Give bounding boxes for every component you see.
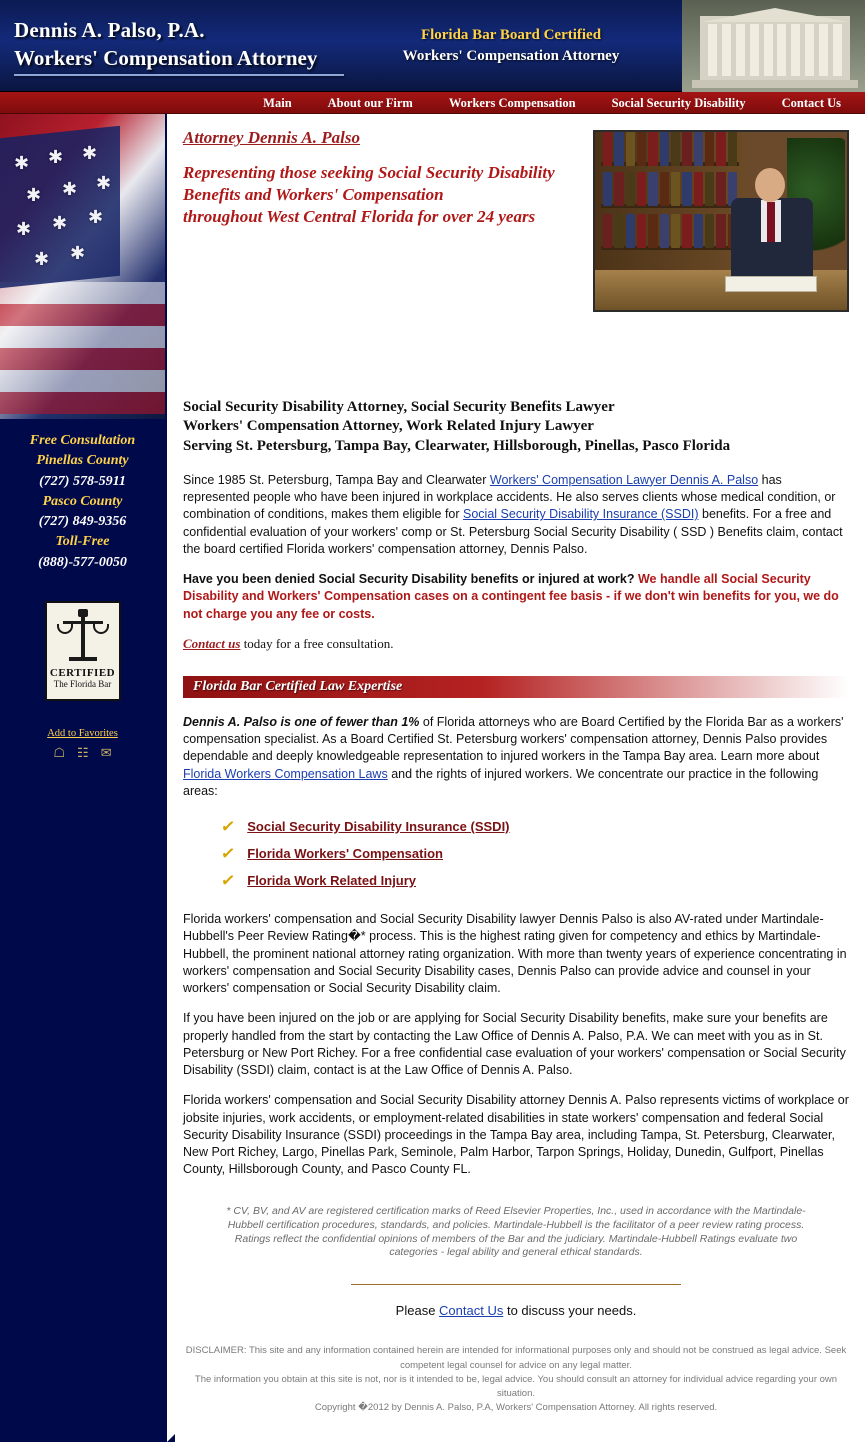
para2-contingent-fee: We handle all Social Security Disability and Workers' Compensation cases on a contingent fee basis - if we don't win benefits for you, we do not charge you any fee or costs. (183, 572, 839, 621)
list-item[interactable] (183, 845, 849, 862)
footer-disclaimer (183, 1344, 849, 1431)
free-consultation-label: Free Consultation (29, 433, 136, 448)
logo-underline (14, 74, 344, 76)
favorites-icon-row (0, 745, 165, 761)
header-cert-line2: Workers' Compensation Attorney (402, 48, 620, 64)
para1-text-b: has represented people who have been injured in workplace accidents. He also serves clients whose medical condition, or combination of conditions, makes them eligible for (183, 472, 836, 522)
contact-us-rest: today for a free consultation. (240, 635, 394, 651)
paragraph-denied-benefits (183, 571, 849, 623)
florida-bar-certified-badge (45, 601, 121, 701)
pinellas-county-label: Pinellas County (36, 453, 129, 469)
para2-question: Have you been denied Social Security Disability benefits or injured at work? (183, 572, 635, 587)
para3-lead: Dennis A. Palso is one of fewer than 1% (183, 714, 420, 729)
disclaimer-line-2: The information you obtain at this site is not, nor is it intended to be, legal advice. You should consult an attorney for individual advice regarding your own situation. (194, 1373, 838, 1400)
sub-headline-2: Workers' Compensation Attorney, Work Related Injury Lawyer (183, 418, 594, 435)
check-icon: ✓ (219, 870, 237, 891)
american-flag-image: ✱ ✱ ✱ ✱ ✱ ✱ ✱ ✱ ✱ ✱ ✱ (0, 114, 165, 419)
pinellas-county-phone[interactable]: (727) 578-5911 (39, 473, 126, 489)
please-suffix: to discuss your needs. (503, 1303, 637, 1319)
nav-item-workers-compensation[interactable]: Workers Compensation (448, 95, 576, 110)
toll-free-phone[interactable]: (888)-577-0050 (38, 554, 127, 570)
attorney-photo (593, 130, 849, 312)
paragraph-since-1985 (183, 472, 849, 558)
para3-text-b: and the rights of injured workers. We concentrate our practice in the following areas: (183, 766, 819, 798)
logo-firm-name: Dennis A. Palso, P.A. (14, 18, 205, 42)
paragraph-av-rated: Florida workers' compensation and Social Security Disability lawyer Dennis Palso is also AV-rated under Martindale-Hubbell's Peer Review Rating�* process. This is the highest rating given for competency and ethics by Martindale-Hubbell, the prominent national attorney rating organization. With more than twenty years of experience concentrating in workers' compensation and Social Security Disability cases, Dennis Palso can provide advice and counsel in your workers' compensation or Social Security Disability claim. (183, 912, 847, 996)
paragraph-board-certified (183, 714, 849, 800)
paragraph-service-area: Florida workers' compensation and Social Security Disability attorney Dennis A. Palso represents victims of workplace or jobsite injuries, work accidents, or employment-related disabilities in state workers' compensation and federal Social Security Disability Insurance (SSDI) proceedings in the Tampa Bay area, including Tampa, St. Petersburg, Clearwater, New Port Richey, Largo, Pinellas Park, Seminole, Palm Harbor, Tarpon Springs, Holiday, Dunedin, Gulfport, Pinellas County, Hillsborough County, and Pasco County FL. (183, 1093, 849, 1177)
sidebar (0, 114, 165, 1442)
home-icon[interactable]: ☖ (53, 745, 66, 761)
intro-headline (183, 162, 583, 228)
para3-text-a: of Florida attorneys who are Board Certified by the Florida Bar as a workers' compensation specialist. As a Board Certified St. Petersburg workers' compensation attorney, Dennis Palso provides dependable and deeply knowledgeable representation to injured workers in the Tampa Bay area. Learn more about (183, 714, 844, 764)
contact-us-cta (183, 636, 849, 652)
site-header (0, 0, 865, 92)
section-bar-expertise (183, 676, 849, 698)
intro-headline-line2: throughout West Central Florida for over 24 years (183, 207, 536, 227)
sub-headline-block (183, 398, 849, 456)
main-navigation[interactable] (0, 92, 865, 114)
scales-of-justice-icon (60, 609, 106, 663)
corner-decoration (165, 1434, 175, 1442)
copyright-line: Copyright �2012 by Dennis A. Palso, P.A, Workers' Compensation Attorney. All rights reserved. (314, 1402, 718, 1414)
pasco-county-label: Pasco County (42, 493, 123, 509)
link-florida-workers-comp-laws[interactable]: Florida Workers Compensation Laws (183, 766, 388, 781)
page-title: Attorney Dennis A. Palso (183, 128, 360, 147)
nav-item-contact-us[interactable]: Contact Us (781, 95, 841, 110)
sub-headline-1: Social Security Disability Attorney, Social Security Benefits Lawyer (183, 399, 615, 416)
paragraph-injured-on-job: If you have been injured on the job or are applying for Social Security Disability benefits, make sure your benefits are properly handled from the start by contacting the Law Office of Dennis A. Palso, P.A. We can meet with you as in St. Petersburg or New Port Richey. For a free confidential case evaluation of your workers' compensation or Social Security Disability (SSDI) claim, contact is at the Law Office of Dennis A. Palso. (183, 1011, 846, 1078)
florida-bar-badge-wrapper (0, 601, 165, 701)
site-logo (14, 18, 344, 76)
practice-areas-list (183, 818, 849, 889)
header-cert-line1: Florida Bar Board Certified (420, 27, 602, 43)
disclaimer-line-1: DISCLAIMER: This site and any information contained herein are intended for informational purposes only and should not be construed as legal advice. Seek competent legal counsel for advice on any legal matter. (185, 1345, 847, 1371)
list-item[interactable] (183, 818, 849, 835)
practice-area-work-related-injury-link[interactable]: Florida Work Related Injury (247, 873, 417, 889)
header-certification-text (366, 27, 656, 65)
contact-us-link[interactable]: Contact us (183, 635, 241, 651)
pasco-county-phone[interactable]: (727) 849-9356 (38, 514, 127, 530)
section-bar-label: Florida Bar Certified Law Expertise (193, 678, 403, 694)
main-content (165, 114, 865, 1442)
link-ssdi[interactable]: Social Security Disability Insurance (SSDI) (463, 507, 699, 522)
sub-headline-3: Serving St. Petersburg, Tampa Bay, Clearwater, Hillsborough, Pinellas, Pasco Florida (183, 437, 731, 454)
nav-item-social-security-disability[interactable]: Social Security Disability (611, 95, 746, 110)
para1-text-c: benefits. For a free and confidential evaluation of your workers' comp or St. Petersburg Social Security Disability ( SSD ) Benefits claim, contact the board certified Florida workers' compensation attorney, Dennis Palso. (183, 507, 843, 556)
divider (351, 1284, 681, 1285)
email-icon[interactable]: ✉ (100, 745, 112, 761)
add-to-favorites-block (0, 723, 165, 761)
check-icon: ✓ (219, 843, 237, 864)
bookmark-icon[interactable]: ☷ (77, 745, 89, 761)
check-icon: ✓ (219, 816, 237, 837)
courthouse-image (682, 0, 865, 92)
toll-free-label: Toll-Free (55, 534, 110, 550)
add-to-favorites-link[interactable]: Add to Favorites (47, 728, 118, 740)
list-item[interactable] (183, 872, 849, 889)
footnote-certification-marks: * CV, BV, and AV are registered certification marks of Reed Elsevier Properties, Inc., used in accordance with the Martindale-Hubbell certification procedures, standards, and policies. Martindale-Hubbell is the facilitator of a peer review rating process. Ratings reflect the confidential opinions of members of the Bar and the judiciary. Martindale-Hubbell Ratings evaluate two categories - legal ability and general ethical standards. (226, 1204, 806, 1259)
link-workers-comp-lawyer[interactable]: Workers' Compensation Lawyer Dennis A. Palso (489, 472, 759, 487)
nav-item-about-our-firm[interactable]: About our Firm (327, 95, 413, 110)
badge-certified-label: CERTIFIED (49, 667, 116, 680)
page-body (0, 114, 865, 1442)
practice-area-workers-comp-link[interactable]: Florida Workers' Compensation (247, 846, 443, 862)
practice-area-ssdi-link[interactable]: Social Security Disability Insurance (SSDI) (247, 819, 510, 835)
nav-item-main[interactable]: Main (263, 95, 292, 110)
please-prefix: Please (395, 1303, 440, 1319)
footer-contact-us-link[interactable]: Contact Us (439, 1303, 504, 1319)
badge-florida-bar-label: The Florida Bar (53, 679, 112, 690)
please-contact-line (183, 1303, 849, 1318)
intro-headline-line1: Representing those seeking Social Security Disability Benefits and Workers' Compensation (183, 163, 555, 205)
logo-tagline: Workers' Compensation Attorney (14, 46, 318, 70)
para1-text-a: Since 1985 St. Petersburg, Tampa Bay and Clearwater (183, 472, 490, 487)
sidebar-contact-block (0, 419, 165, 577)
